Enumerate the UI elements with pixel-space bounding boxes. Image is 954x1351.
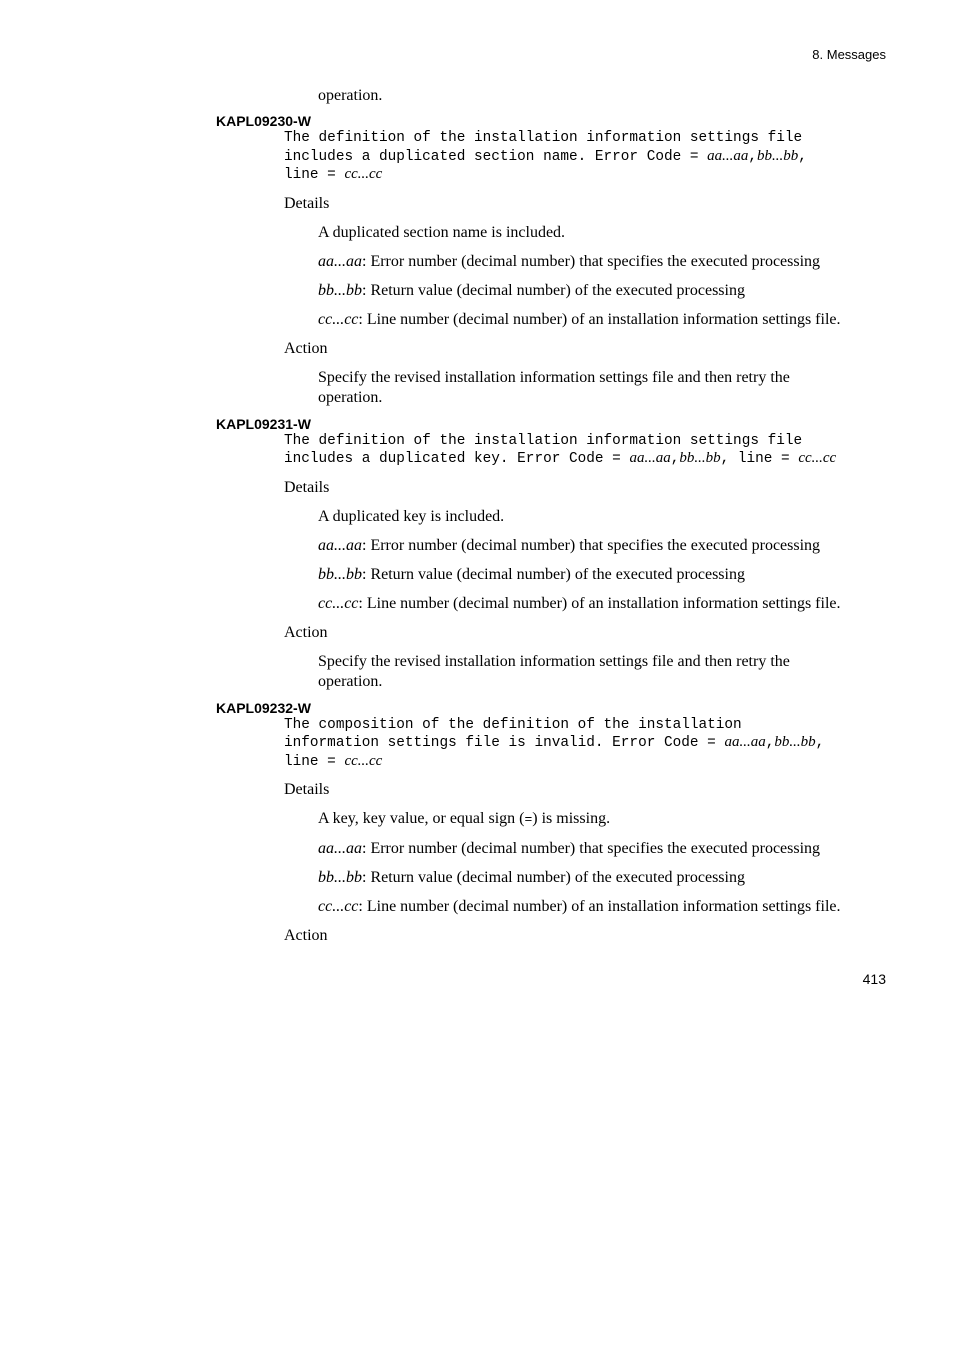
message-entry bbox=[0, 700, 954, 947]
action-label: Action bbox=[284, 927, 328, 944]
message-text: The definition of the installation information settings file includes a duplicated section name. Error Code = aa...aa,bb...bb, line = cc...cc bbox=[284, 130, 807, 183]
action-text: Specify the revised installation information settings file and then retry the operation. bbox=[318, 652, 790, 690]
details-intro: A key, key value, or equal sign (=) is missing. bbox=[318, 810, 611, 827]
page-number: 413 bbox=[862, 971, 886, 987]
message-id: KAPL09230-W bbox=[216, 113, 311, 129]
running-header: 8. Messages bbox=[812, 47, 886, 62]
continued-action-text: operation. bbox=[318, 87, 383, 104]
message-text: The definition of the installation information settings file includes a duplicated key. Error Code = aa...aa,bb...bb, line = cc...cc bbox=[284, 432, 837, 467]
details-cc: cc...cc: Line number (decimal number) of an installation information settings file. bbox=[318, 310, 841, 328]
details-cc: cc...cc: Line number (decimal number) of an installation information settings file. bbox=[318, 594, 841, 612]
action-label: Action bbox=[284, 339, 328, 357]
message-id: KAPL09231-W bbox=[216, 415, 311, 432]
page-content bbox=[0, 86, 954, 955]
details-cc: cc...cc: Line number (decimal number) of an installation information settings file. bbox=[318, 898, 841, 915]
message-id: KAPL09232-W bbox=[216, 699, 311, 716]
details-aa: aa...aa: Error number (decimal number) that specifies the executed processing bbox=[318, 536, 821, 554]
action-label: Action bbox=[284, 623, 328, 641]
message-entry bbox=[0, 416, 954, 692]
details-intro: A duplicated key is included. bbox=[318, 507, 505, 525]
details-label: Details bbox=[284, 781, 330, 798]
details-bb: bb...bb: Return value (decimal number) of the executed processing bbox=[318, 869, 745, 886]
details-bb: bb...bb: Return value (decimal number) of the executed processing bbox=[318, 565, 745, 583]
details-aa: aa...aa: Error number (decimal number) that specifies the executed processing bbox=[318, 252, 821, 270]
details-intro: A duplicated section name is included. bbox=[318, 223, 566, 241]
details-label: Details bbox=[284, 194, 330, 212]
details-aa: aa...aa: Error number (decimal number) that specifies the executed processing bbox=[318, 840, 821, 857]
details-label: Details bbox=[284, 478, 330, 496]
message-text: The composition of the definition of the installation information settings file is invalid. Error Code = aa...aa,bb...bb, line = cc...cc bbox=[284, 716, 825, 770]
details-bb: bb...bb: Return value (decimal number) of the executed processing bbox=[318, 281, 745, 299]
action-text: Specify the revised installation information settings file and then retry the operation. bbox=[318, 368, 790, 406]
message-entry bbox=[0, 113, 954, 408]
